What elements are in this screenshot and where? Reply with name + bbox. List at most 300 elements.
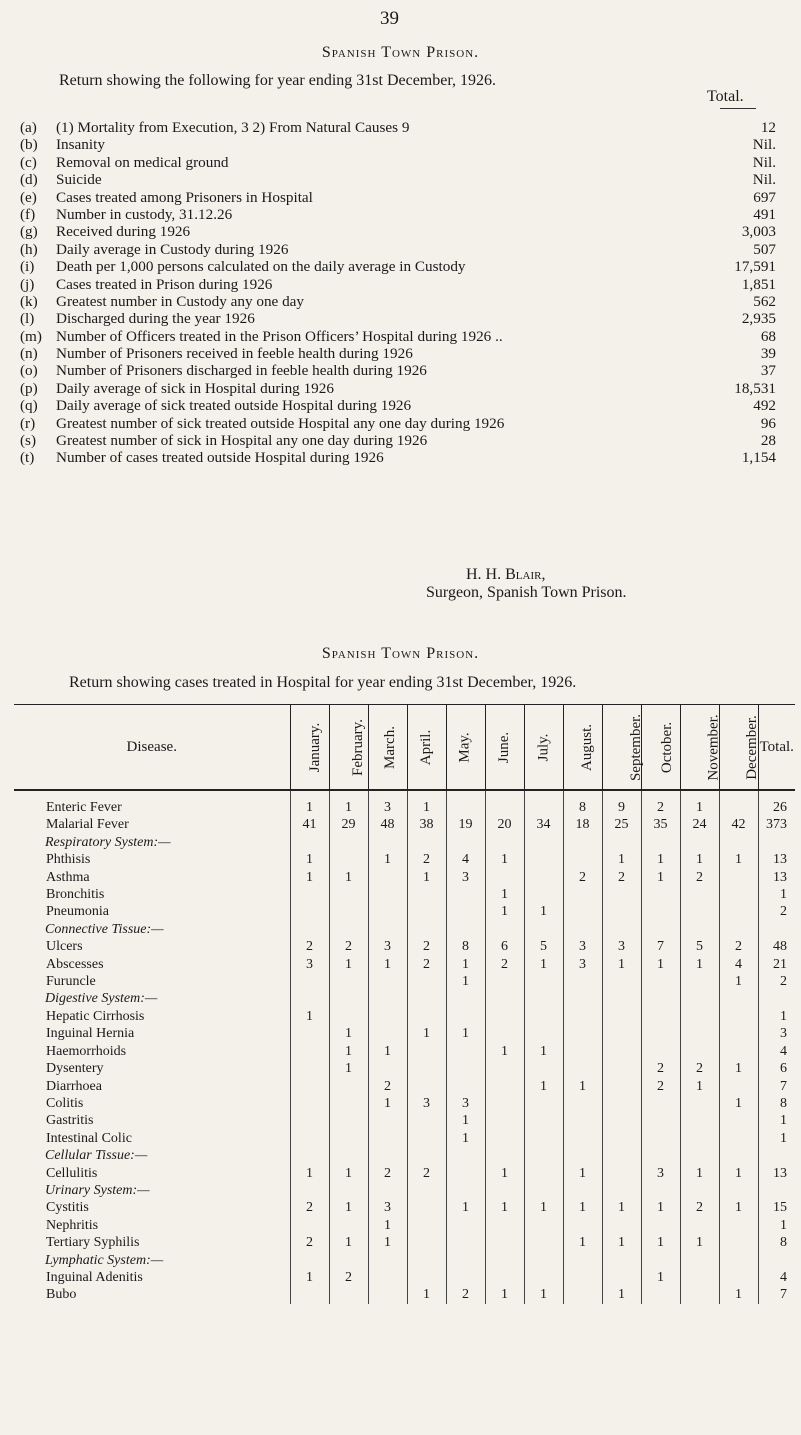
month-value	[719, 799, 758, 816]
disease-header: Disease.	[14, 705, 290, 791]
stat-row	[20, 241, 780, 258]
empty-cell	[602, 921, 641, 938]
month-value	[563, 1025, 602, 1042]
stat-label: (j)	[20, 275, 35, 293]
month-value: 1	[329, 799, 368, 816]
month-value: 2	[329, 1269, 368, 1286]
month-value: 1	[407, 1025, 446, 1042]
month-value: 1	[329, 1043, 368, 1060]
month-value	[407, 1008, 446, 1025]
month-header	[719, 705, 758, 791]
month-value: 1	[524, 903, 563, 920]
stat-label: (f)	[20, 205, 36, 223]
month-label: September.	[627, 713, 644, 781]
stat-text: Number of Prisoners discharged in feeble health during 1926	[56, 362, 427, 380]
month-value	[407, 1060, 446, 1077]
month-value: 2	[407, 938, 446, 955]
disease-name: Hepatic Cirrhosis	[46, 1008, 145, 1024]
month-value: 3	[602, 938, 641, 955]
empty-cell	[407, 1147, 446, 1164]
month-value	[446, 1078, 485, 1095]
empty-cell	[290, 1147, 329, 1164]
row-total: 1	[758, 1217, 795, 1234]
subheading-return-summary: Return showing the following for year ending 31st December, 1926.	[59, 72, 497, 89]
spacer-cell	[485, 790, 524, 799]
disease-name: Furuncle	[46, 974, 96, 990]
stat-value: 562	[753, 292, 776, 310]
empty-cell	[329, 990, 368, 1007]
month-value: 1	[290, 1165, 329, 1182]
disease-name: Colitis	[46, 1095, 84, 1111]
empty-cell	[446, 1182, 485, 1199]
spacer-cell	[563, 790, 602, 799]
month-value	[602, 1130, 641, 1147]
category-label: Urinary System:—	[45, 1182, 150, 1198]
total-column-header: Total.	[707, 88, 744, 105]
month-value	[329, 886, 368, 903]
category-label: Respiratory System:—	[45, 834, 171, 850]
row-total: 2	[758, 973, 795, 990]
disease-name: Dysentery	[46, 1061, 104, 1077]
month-value	[485, 973, 524, 990]
signature-name: H. H. Blair,	[466, 566, 546, 583]
month-value	[524, 1165, 563, 1182]
month-value: 1	[446, 973, 485, 990]
empty-cell	[641, 1252, 680, 1269]
month-header	[407, 705, 446, 791]
month-label: December.	[743, 714, 760, 780]
month-value	[485, 1008, 524, 1025]
month-value	[602, 903, 641, 920]
row-total: 2	[758, 903, 795, 920]
month-label: August.	[578, 723, 595, 771]
empty-cell	[680, 921, 719, 938]
month-value	[641, 1095, 680, 1112]
table-row	[14, 869, 795, 886]
month-value	[329, 903, 368, 920]
month-value: 1	[680, 799, 719, 816]
empty-cell	[329, 834, 368, 851]
month-header	[563, 705, 602, 791]
month-value: 1	[563, 1199, 602, 1216]
stat-label: (g)	[20, 223, 38, 241]
month-value: 20	[485, 816, 524, 833]
month-value	[290, 1112, 329, 1129]
month-value: 1	[290, 1008, 329, 1025]
month-value: 1	[485, 1165, 524, 1182]
empty-cell	[290, 990, 329, 1007]
stat-text: Daily average of sick treated outside Hospital during 1926	[56, 397, 412, 415]
empty-cell	[368, 990, 407, 1007]
month-value: 1	[290, 851, 329, 868]
month-value	[641, 1043, 680, 1060]
empty-cell	[446, 1147, 485, 1164]
heading-main: Spanish Town Prison.	[321, 44, 480, 61]
month-value	[524, 1060, 563, 1077]
month-value	[563, 1269, 602, 1286]
row-total: 13	[758, 1165, 795, 1182]
month-value: 1	[446, 1199, 485, 1216]
disease-name: Pneumonia	[46, 904, 109, 920]
month-header	[368, 705, 407, 791]
month-value: 1	[329, 1025, 368, 1042]
disease-name: Ulcers	[46, 939, 83, 955]
month-value	[446, 1008, 485, 1025]
month-value: 2	[563, 869, 602, 886]
row-total: 1	[758, 1112, 795, 1129]
empty-cell	[641, 1147, 680, 1164]
category-row	[14, 1252, 795, 1269]
month-value: 1	[329, 1060, 368, 1077]
empty-cell	[680, 1252, 719, 1269]
empty-cell	[680, 834, 719, 851]
month-value	[641, 1025, 680, 1042]
month-value	[407, 886, 446, 903]
disease-name: Cystitis	[46, 1200, 89, 1216]
month-value	[563, 1286, 602, 1303]
stat-row	[20, 293, 780, 310]
empty-cell	[680, 1182, 719, 1199]
month-value: 2	[485, 956, 524, 973]
month-value: 1	[368, 956, 407, 973]
stat-label: (i)	[20, 258, 35, 276]
stat-value: 492	[753, 397, 776, 415]
stat-value: Nil.	[752, 153, 776, 171]
month-value: 1	[641, 851, 680, 868]
month-value: 1	[485, 903, 524, 920]
month-value: 3	[368, 799, 407, 816]
spacer-cell	[758, 790, 795, 799]
stat-value: 507	[753, 240, 776, 258]
empty-cell	[758, 990, 795, 1007]
empty-cell	[446, 990, 485, 1007]
month-label: June.	[496, 731, 512, 763]
table-header-row	[14, 705, 795, 791]
category-row	[14, 1147, 795, 1164]
month-value: 3	[407, 1095, 446, 1112]
month-value	[290, 1286, 329, 1303]
month-label: March.	[381, 725, 398, 769]
month-value: 35	[641, 816, 680, 833]
signature-title: Surgeon, Spanish Town Prison.	[426, 584, 627, 601]
month-value: 1	[368, 1043, 407, 1060]
row-total: 21	[758, 956, 795, 973]
month-value	[524, 1095, 563, 1112]
spacer-row	[14, 790, 795, 799]
stat-value: 39	[760, 345, 776, 363]
month-value	[407, 1130, 446, 1147]
month-value	[368, 1130, 407, 1147]
month-value	[719, 1008, 758, 1025]
month-header	[329, 705, 368, 791]
disease-name: Enteric Fever	[46, 800, 122, 815]
month-value	[524, 1008, 563, 1025]
month-value	[563, 851, 602, 868]
month-value	[368, 973, 407, 990]
stat-row	[20, 258, 780, 275]
table-row	[14, 973, 795, 990]
month-value: 42	[719, 816, 758, 833]
month-label: January.	[306, 722, 323, 772]
stat-label: (l)	[20, 310, 35, 328]
empty-cell	[524, 1147, 563, 1164]
month-value	[719, 1112, 758, 1129]
month-value: 48	[368, 816, 407, 833]
month-value	[485, 1234, 524, 1251]
month-value: 2	[407, 851, 446, 868]
heading-hospital-return: Spanish Town Prison.	[321, 645, 480, 662]
disease-name: Cellulitis	[46, 1165, 98, 1181]
month-value	[290, 1095, 329, 1112]
month-value	[524, 1269, 563, 1286]
month-value	[368, 1286, 407, 1303]
month-value: 2	[368, 1165, 407, 1182]
empty-cell	[524, 990, 563, 1007]
empty-cell	[485, 1147, 524, 1164]
stat-row	[20, 276, 780, 293]
stat-value: 1,154	[741, 449, 776, 467]
month-value: 1	[563, 1234, 602, 1251]
month-value	[680, 1269, 719, 1286]
month-value: 1	[329, 1165, 368, 1182]
category-row	[14, 1182, 795, 1199]
month-value: 3	[368, 938, 407, 955]
month-value	[485, 1060, 524, 1077]
stat-label: (r)	[20, 414, 36, 432]
empty-cell	[719, 990, 758, 1007]
stat-label: (t)	[20, 449, 35, 467]
month-value: 25	[602, 816, 641, 833]
stat-label: (c)	[20, 153, 37, 171]
empty-cell	[563, 834, 602, 851]
empty-cell	[368, 921, 407, 938]
row-total: 15	[758, 1199, 795, 1216]
month-value	[641, 886, 680, 903]
month-label: April.	[417, 729, 434, 765]
category-label: Cellular Tissue:—	[45, 1148, 148, 1164]
month-value: 2	[290, 1199, 329, 1216]
category-row	[14, 921, 795, 938]
month-value: 2	[407, 1165, 446, 1182]
disease-name: Asthma	[46, 869, 90, 885]
month-value: 1	[563, 1165, 602, 1182]
empty-cell	[563, 921, 602, 938]
month-value: 1	[719, 1095, 758, 1112]
month-value: 1	[485, 1286, 524, 1303]
stat-value: 1,851	[741, 275, 776, 293]
month-value: 1	[719, 1165, 758, 1182]
month-value	[485, 1095, 524, 1112]
stat-row	[20, 380, 780, 397]
stat-row	[20, 328, 780, 345]
month-value	[407, 1078, 446, 1095]
category-label: Connective Tissue:—	[45, 921, 164, 937]
month-value: 2	[446, 1286, 485, 1303]
disease-name: Diarrhoea	[46, 1078, 102, 1094]
month-value	[368, 869, 407, 886]
empty-cell	[563, 990, 602, 1007]
row-total: 8	[758, 1095, 795, 1112]
stat-label: (n)	[20, 345, 38, 363]
month-value: 1	[524, 956, 563, 973]
empty-cell	[758, 1147, 795, 1164]
month-value: 1	[524, 1078, 563, 1095]
month-value: 3	[446, 869, 485, 886]
stat-value: 17,591	[734, 258, 776, 276]
month-value: 1	[290, 1269, 329, 1286]
table-row	[14, 1234, 795, 1251]
stat-text: Cases treated among Prisoners in Hospital	[56, 188, 313, 206]
month-value	[446, 1234, 485, 1251]
row-total: 4	[758, 1043, 795, 1060]
month-value: 1	[329, 956, 368, 973]
month-value: 1	[524, 1043, 563, 1060]
stat-text: Death per 1,000 persons calculated on the daily average in Custody	[56, 258, 466, 276]
month-value: 1	[680, 956, 719, 973]
disease-name: Bronchitis	[46, 887, 105, 903]
row-total: 6	[758, 1060, 795, 1077]
month-value	[329, 1130, 368, 1147]
month-header	[524, 705, 563, 791]
empty-cell	[407, 834, 446, 851]
month-label: May.	[457, 731, 473, 763]
month-value: 5	[680, 938, 719, 955]
row-total: 48	[758, 938, 795, 955]
stat-text: Discharged during the year 1926	[56, 310, 255, 328]
stat-value: Nil.	[752, 171, 776, 189]
table-row	[14, 938, 795, 955]
empty-cell	[368, 834, 407, 851]
table-row	[14, 1025, 795, 1042]
month-value	[602, 1043, 641, 1060]
stat-label: (p)	[20, 379, 38, 397]
disease-name: Inguinal Hernia	[46, 1026, 135, 1042]
month-value	[563, 1217, 602, 1234]
stat-row	[20, 345, 780, 362]
month-value: 1	[719, 973, 758, 990]
month-value	[485, 1112, 524, 1129]
stat-row	[20, 415, 780, 432]
disease-table	[14, 704, 795, 1304]
stat-text: Number of cases treated outside Hospital during 1926	[56, 449, 384, 467]
month-value	[329, 1112, 368, 1129]
month-value	[290, 903, 329, 920]
stat-label: (m)	[20, 327, 42, 345]
empty-cell	[680, 990, 719, 1007]
month-header	[641, 705, 680, 791]
spacer-cell	[680, 790, 719, 799]
month-value	[524, 886, 563, 903]
month-value	[290, 1060, 329, 1077]
spacer-cell	[368, 790, 407, 799]
stat-text: Daily average in Custody during 1926	[56, 240, 289, 258]
month-value	[485, 799, 524, 816]
stat-row	[20, 119, 780, 136]
empty-cell	[407, 990, 446, 1007]
month-value: 1	[446, 1025, 485, 1042]
stat-value: 68	[760, 327, 776, 345]
month-value	[641, 1217, 680, 1234]
stat-row	[20, 171, 780, 188]
empty-cell	[485, 1182, 524, 1199]
table-row	[14, 851, 795, 868]
table-row	[14, 1095, 795, 1112]
month-value	[602, 1078, 641, 1095]
month-value: 24	[680, 816, 719, 833]
month-value: 1	[407, 799, 446, 816]
month-value	[719, 903, 758, 920]
stat-text: Greatest number of sick treated outside Hospital any one day during 1926	[56, 414, 505, 432]
month-header	[290, 705, 329, 791]
month-value	[602, 1112, 641, 1129]
month-value	[680, 1112, 719, 1129]
empty-cell	[524, 1252, 563, 1269]
month-value	[680, 1095, 719, 1112]
empty-cell	[680, 1147, 719, 1164]
empty-cell	[602, 990, 641, 1007]
table-row	[14, 1286, 795, 1303]
spacer-cell	[719, 790, 758, 799]
month-value	[719, 1130, 758, 1147]
month-value	[485, 1078, 524, 1095]
table-row	[14, 1130, 795, 1147]
empty-cell	[758, 1252, 795, 1269]
month-value	[602, 1025, 641, 1042]
month-value	[524, 1217, 563, 1234]
month-value	[290, 1043, 329, 1060]
month-value	[524, 1234, 563, 1251]
month-value	[641, 1112, 680, 1129]
stat-row	[20, 449, 780, 466]
month-value	[680, 1025, 719, 1042]
month-value	[485, 1217, 524, 1234]
empty-cell	[446, 1252, 485, 1269]
month-value	[602, 1165, 641, 1182]
month-value	[329, 1095, 368, 1112]
empty-cell	[485, 834, 524, 851]
empty-cell	[368, 1252, 407, 1269]
stat-row	[20, 206, 780, 223]
empty-cell	[290, 1182, 329, 1199]
empty-cell	[446, 921, 485, 938]
month-value	[407, 1217, 446, 1234]
month-value: 1	[524, 1199, 563, 1216]
empty-cell	[719, 1252, 758, 1269]
table-row	[14, 1060, 795, 1077]
month-header	[446, 705, 485, 791]
stat-text: (1) Mortality from Execution, 3 2) From Natural Causes 9	[56, 119, 410, 136]
page-number: 39	[380, 8, 399, 29]
empty-cell	[758, 921, 795, 938]
table-row	[14, 886, 795, 903]
disease-name: Tertiary Syphilis	[46, 1235, 140, 1251]
empty-cell	[641, 1182, 680, 1199]
month-value: 19	[446, 816, 485, 833]
empty-cell	[524, 834, 563, 851]
month-value: 4	[719, 956, 758, 973]
month-value	[602, 1008, 641, 1025]
month-value	[368, 1269, 407, 1286]
disease-name: Abscesses	[46, 956, 104, 972]
empty-cell	[602, 834, 641, 851]
month-value	[290, 973, 329, 990]
month-value: 18	[563, 816, 602, 833]
month-value	[719, 869, 758, 886]
month-value	[446, 1269, 485, 1286]
month-value	[719, 1025, 758, 1042]
row-total: 13	[758, 851, 795, 868]
month-value	[446, 799, 485, 816]
